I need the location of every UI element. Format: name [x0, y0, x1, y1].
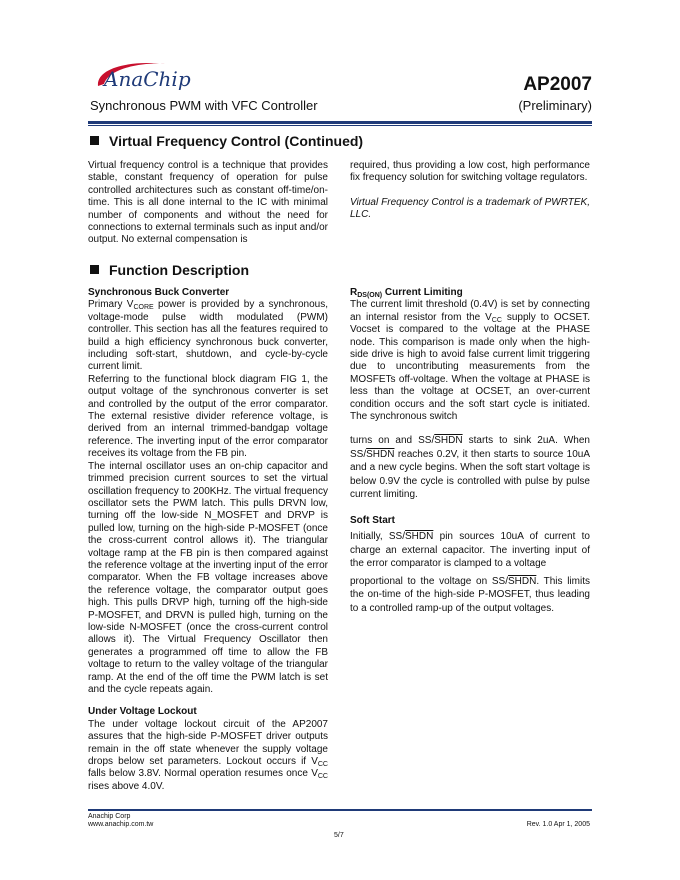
current-limit-continued [350, 434, 590, 615]
anachip-logo [90, 58, 200, 98]
function-left-column [88, 287, 328, 793]
footer-revision: Rev. 1.0 Apr 1, 2005 [526, 821, 590, 828]
square-bullet-icon [90, 265, 99, 274]
subsection-title: Synchronous Buck Converter [88, 287, 230, 298]
footer-rule [88, 809, 592, 811]
section-title: Function Description [109, 262, 249, 278]
document-status: (Preliminary) [518, 98, 592, 113]
part-number: AP2007 [523, 74, 592, 95]
square-bullet-icon [90, 136, 99, 145]
paragraph: Primary $V_{CORE}$ power is provided by a synchronous, voltage-mode pulse width modulated (PWM) controller. This section has all the features required to build a high efficiency synchronous buck converter, including soft-start, shutdown, and cycle-by-cycle current limit. [88, 299, 328, 373]
trademark-note: Virtual Frequency Control is a trademark of PWRTEK, LLC. [350, 196, 590, 221]
page-number: 5/7 [334, 832, 344, 839]
header-rule [88, 121, 592, 124]
section-title: Virtual Frequency Control (Continued) [109, 133, 364, 149]
paragraph: The current limit threshold (0.4V) is set by connecting an internal resistor from the $V_{CC}$ supply to OCSET. Vocset is compared to the voltage at the PHASE node. This comparison is made only when the high-side drive is high to avoid false current limit triggering due to uncontributing measurements from the MOSFETs off-voltage. When the voltage at PHASE is less than the voltage at OCSET, an over-current condition occurs and the soft start cycle is initiated. The synchronous switch [350, 299, 590, 423]
header-rule-thin [88, 125, 592, 126]
subsection-title: Under Voltage Lockout [88, 706, 197, 718]
paragraph: required, thus providing a low cost, high performance fix frequency solution for switching voltage regulators. [350, 160, 590, 184]
section-heading-vfc [90, 133, 363, 149]
subsection-title: $R_{DS(ON)}$ Current Limiting [350, 287, 463, 299]
paragraph: proportional to the voltage on SS/SHDN. This limits the on-time of the high-side P-MOSFET, thus leading to a controlled ramp-up of the output voltages. [350, 575, 590, 614]
paragraph: turns on and SS/SHDN starts to sink 2uA. When SS/SHDN reaches 0.2V, it then starts to source 10uA and a new cycle begins. When the soft start voltage is below 0.9V the cycle is controlled with pulse by pulse current limiting. [350, 435, 590, 500]
company-website: www.anachip.com.tw [88, 821, 154, 828]
function-right-column [350, 287, 590, 423]
vfc-left-text [88, 160, 328, 247]
paragraph: The internal oscillator uses an on-chip capacitor and trimmed precision current sources to set the virtual oscillation frequency to 200KHz. The virtual frequency oscillator sets the PWM latch. This pulls DRVN low, turning off the low-side N_MOSFET and DRVP is pulled low, turning on the high-side P-MOSFET (once the cross-current control allows it). The triangular voltage ramp at the FB pin is then compared against the reference voltage at the inverting input of the error comparator. When the FB voltage increases above the reference voltage, the comparator output goes high. This pulls DRVP high, turning off the high-side P-MOSFET, and DRVN is pulled high, turning on the low-side N-MOSFET (once the cross-current control allows it). The Virtual Frequency Oscillator then generates a programmed off time to allow the FB voltage to return to the valley voltage of the triangular ramp. At the end of the off time the PWM latch is set and the cycle repeats again. [88, 460, 328, 695]
footer-company [88, 813, 153, 829]
subsection-title: Soft Start [350, 514, 395, 526]
paragraph: Initially, SS/SHDN pin sources 10uA of current to charge an external capacitor. The inverting input of the error comparator is clamped to a voltage [350, 531, 590, 569]
logo-wordmark: AnaChip [104, 67, 191, 91]
company-name: Anachip Corp [88, 813, 131, 820]
vfc-right-text [350, 160, 590, 222]
paragraph: Virtual frequency control is a technique that provides stable, constant frequency of operation for pulse controlled architectures such as constant off-time/on-time. This is all done internal to the IC with minimal number of components and without the need for connections to external terminals such as input and/or output. No external compensation is [88, 160, 328, 246]
document-subtitle: Synchronous PWM with VFC Controller [90, 98, 318, 113]
paragraph: The under voltage lockout circuit of the AP2007 assures that the high-side P-MOSFET driver outputs remain in the off state whenever the supply voltage drops below set parameters. Lockout occurs if $V_{CC}$ falls below 3.8V. Normal operation resumes once $V_{CC}$ rises above 4.0V. [88, 718, 328, 792]
paragraph: Referring to the functional block diagram FIG 1, the output voltage of the synchronous converter is set and controlled by the output of the error comparator. The external resistive divider reference voltage, is derived from an internal trimmed-bandgap voltage reference. The inverting input of the error comparator receives its voltage from the FB pin. [88, 373, 328, 460]
section-heading-function [90, 262, 249, 278]
